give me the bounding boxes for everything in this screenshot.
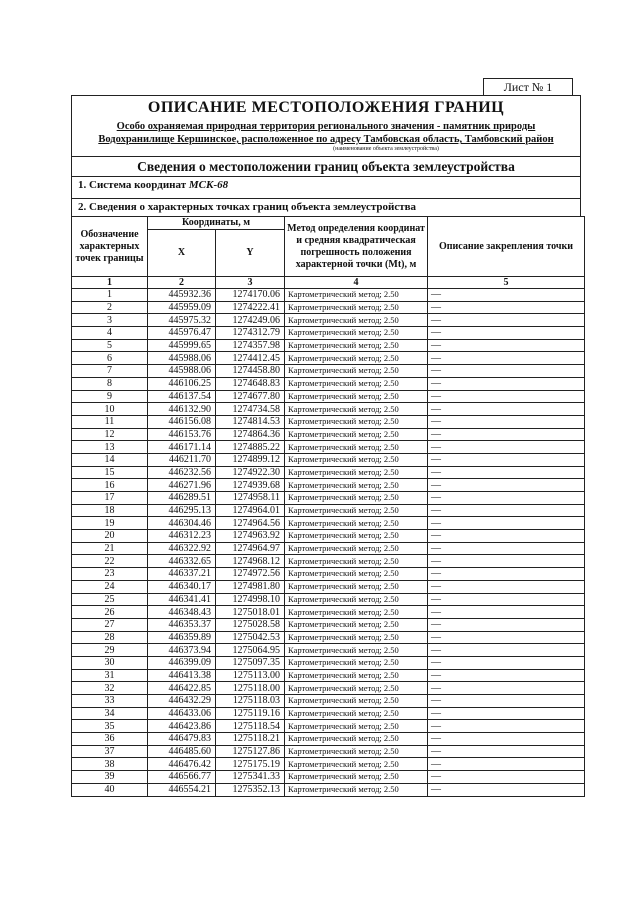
coord-x: 446433.06 bbox=[148, 707, 216, 720]
coord-x: 446348.43 bbox=[148, 606, 216, 619]
table-row bbox=[72, 466, 585, 479]
table-row bbox=[72, 771, 585, 784]
coord-y: 1274939.68 bbox=[216, 479, 285, 492]
coord-y: 1274998.10 bbox=[216, 593, 285, 606]
coord-y: 1275118.03 bbox=[216, 695, 285, 708]
coord-x: 446332.65 bbox=[148, 555, 216, 568]
fixing-description: — bbox=[428, 758, 585, 771]
point-id: 8 bbox=[72, 377, 148, 390]
coord-y: 1274222.41 bbox=[216, 301, 285, 314]
point-id: 35 bbox=[72, 720, 148, 733]
table-row bbox=[72, 606, 585, 619]
table-row bbox=[72, 568, 585, 581]
method-cell: Картометрический метод; 2.50 bbox=[285, 555, 428, 568]
coord-x: 446432.29 bbox=[148, 695, 216, 708]
fixing-description: — bbox=[428, 656, 585, 669]
point-id: 4 bbox=[72, 327, 148, 340]
col-desc-header: Описание закрепления точки bbox=[428, 217, 585, 277]
method-cell: Картометрический метод; 2.50 bbox=[285, 517, 428, 530]
coord-x: 446211.70 bbox=[148, 453, 216, 466]
document-title: ОПИСАНИЕ МЕСТОПОЛОЖЕНИЯ ГРАНИЦ bbox=[147, 99, 505, 116]
method-cell: Картометрический метод; 2.50 bbox=[285, 492, 428, 505]
fixing-description: — bbox=[428, 568, 585, 581]
point-id: 21 bbox=[72, 542, 148, 555]
point-id: 36 bbox=[72, 733, 148, 746]
fixing-description: — bbox=[428, 669, 585, 682]
table-row bbox=[72, 618, 585, 631]
fixing-description: — bbox=[428, 530, 585, 543]
coord-y: 1274981.80 bbox=[216, 580, 285, 593]
fixing-description: — bbox=[428, 733, 585, 746]
table-row bbox=[72, 682, 585, 695]
coord-y: 1274963.92 bbox=[216, 530, 285, 543]
coord-y: 1275097.35 bbox=[216, 656, 285, 669]
method-cell: Картометрический метод; 2.50 bbox=[285, 733, 428, 746]
coord-y: 1274964.01 bbox=[216, 504, 285, 517]
point-id: 20 bbox=[72, 530, 148, 543]
coord-x: 446137.54 bbox=[148, 390, 216, 403]
table-row bbox=[72, 631, 585, 644]
method-cell: Картометрический метод; 2.50 bbox=[285, 682, 428, 695]
fixing-description: — bbox=[428, 618, 585, 631]
table-row bbox=[72, 352, 585, 365]
coord-x: 445988.06 bbox=[148, 352, 216, 365]
point-id: 34 bbox=[72, 707, 148, 720]
table-row bbox=[72, 580, 585, 593]
method-cell: Картометрический метод; 2.50 bbox=[285, 390, 428, 403]
point-id: 16 bbox=[72, 479, 148, 492]
table-row bbox=[72, 415, 585, 428]
fixing-description: — bbox=[428, 644, 585, 657]
fixing-description: — bbox=[428, 492, 585, 505]
coord-y: 1275042.53 bbox=[216, 631, 285, 644]
table-row bbox=[72, 530, 585, 543]
coord-x: 446132.90 bbox=[148, 403, 216, 416]
method-cell: Картометрический метод; 2.50 bbox=[285, 327, 428, 340]
coord-y: 1275018.01 bbox=[216, 606, 285, 619]
point-id: 13 bbox=[72, 441, 148, 454]
coord-y: 1274357.98 bbox=[216, 339, 285, 352]
object-type-line: Особо охраняемая природная территория регионального значения - памятник природы bbox=[116, 121, 536, 132]
point-id: 15 bbox=[72, 466, 148, 479]
column-number: 4 bbox=[285, 277, 428, 289]
table-row bbox=[72, 720, 585, 733]
coord-x: 446359.89 bbox=[148, 631, 216, 644]
coord-y: 1274734.58 bbox=[216, 403, 285, 416]
coord-x: 446322.92 bbox=[148, 542, 216, 555]
method-cell: Картометрический метод; 2.50 bbox=[285, 720, 428, 733]
point-id: 29 bbox=[72, 644, 148, 657]
table-row bbox=[72, 327, 585, 340]
col-x-header: X bbox=[148, 230, 216, 277]
method-cell: Картометрический метод; 2.50 bbox=[285, 771, 428, 784]
fixing-description: — bbox=[428, 682, 585, 695]
method-cell: Картометрический метод; 2.50 bbox=[285, 707, 428, 720]
method-cell: Картометрический метод; 2.50 bbox=[285, 377, 428, 390]
coord-x: 446289.51 bbox=[148, 492, 216, 505]
method-cell: Картометрический метод; 2.50 bbox=[285, 606, 428, 619]
document-header bbox=[71, 95, 581, 156]
table-row bbox=[72, 365, 585, 378]
coord-y: 1275028.58 bbox=[216, 618, 285, 631]
coord-y: 1274170.06 bbox=[216, 289, 285, 302]
coord-x: 446312.23 bbox=[148, 530, 216, 543]
coord-y: 1275352.13 bbox=[216, 783, 285, 796]
coord-x: 446566.77 bbox=[148, 771, 216, 784]
fixing-description: — bbox=[428, 517, 585, 530]
column-number: 5 bbox=[428, 277, 585, 289]
coord-y: 1274648.83 bbox=[216, 377, 285, 390]
fixing-description: — bbox=[428, 390, 585, 403]
coord-y: 1275127.86 bbox=[216, 745, 285, 758]
table-row bbox=[72, 783, 585, 796]
column-number: 1 bbox=[72, 277, 148, 289]
coord-x: 446485.60 bbox=[148, 745, 216, 758]
fixing-description: — bbox=[428, 504, 585, 517]
points-section-title: 2. Сведения о характерных точках границ объекта землеустройства bbox=[71, 198, 581, 216]
table-row bbox=[72, 403, 585, 416]
object-caption: (наименование объекта землеустройства) bbox=[333, 146, 439, 152]
coord-y: 1275341.33 bbox=[216, 771, 285, 784]
method-cell: Картометрический метод; 2.50 bbox=[285, 289, 428, 302]
point-id: 37 bbox=[72, 745, 148, 758]
fixing-description: — bbox=[428, 339, 585, 352]
method-cell: Картометрический метод; 2.50 bbox=[285, 593, 428, 606]
table-row bbox=[72, 453, 585, 466]
coord-y: 1274249.06 bbox=[216, 314, 285, 327]
fixing-description: — bbox=[428, 377, 585, 390]
fixing-description: — bbox=[428, 403, 585, 416]
table-row bbox=[72, 504, 585, 517]
coord-y: 1274899.12 bbox=[216, 453, 285, 466]
coord-x: 446373.94 bbox=[148, 644, 216, 657]
fixing-description: — bbox=[428, 365, 585, 378]
method-cell: Картометрический метод; 2.50 bbox=[285, 618, 428, 631]
coord-x: 446399.09 bbox=[148, 656, 216, 669]
coord-x: 445999.65 bbox=[148, 339, 216, 352]
column-numbers-row bbox=[72, 277, 585, 289]
column-number: 3 bbox=[216, 277, 285, 289]
method-cell: Картометрический метод; 2.50 bbox=[285, 352, 428, 365]
coord-x: 446153.76 bbox=[148, 428, 216, 441]
coordinate-system bbox=[71, 176, 581, 194]
table-row bbox=[72, 695, 585, 708]
sheet-number: Лист № 1 bbox=[483, 78, 573, 96]
point-id: 25 bbox=[72, 593, 148, 606]
coord-y: 1275175.19 bbox=[216, 758, 285, 771]
coord-x: 446156.08 bbox=[148, 415, 216, 428]
coord-x: 446271.96 bbox=[148, 479, 216, 492]
coord-x: 446232.56 bbox=[148, 466, 216, 479]
document-frame bbox=[71, 95, 581, 797]
method-cell: Картометрический метод; 2.50 bbox=[285, 758, 428, 771]
method-cell: Картометрический метод; 2.50 bbox=[285, 695, 428, 708]
fixing-description: — bbox=[428, 289, 585, 302]
coord-x: 445988.06 bbox=[148, 365, 216, 378]
fixing-description: — bbox=[428, 745, 585, 758]
coord-x: 445975.32 bbox=[148, 314, 216, 327]
fixing-description: — bbox=[428, 415, 585, 428]
fixing-description: — bbox=[428, 606, 585, 619]
coord-x: 445976.47 bbox=[148, 327, 216, 340]
coord-y: 1275064.95 bbox=[216, 644, 285, 657]
point-id: 39 bbox=[72, 771, 148, 784]
table-row bbox=[72, 428, 585, 441]
point-id: 26 bbox=[72, 606, 148, 619]
method-cell: Картометрический метод; 2.50 bbox=[285, 542, 428, 555]
point-id: 3 bbox=[72, 314, 148, 327]
method-cell: Картометрический метод; 2.50 bbox=[285, 504, 428, 517]
point-id: 33 bbox=[72, 695, 148, 708]
point-id: 32 bbox=[72, 682, 148, 695]
point-id: 5 bbox=[72, 339, 148, 352]
coord-x: 446413.38 bbox=[148, 669, 216, 682]
table-row bbox=[72, 390, 585, 403]
fixing-description: — bbox=[428, 783, 585, 796]
col-y-header: Y bbox=[216, 230, 285, 277]
point-id: 24 bbox=[72, 580, 148, 593]
section-subtitle: Сведения о местоположении границ объекта землеустройства bbox=[71, 156, 581, 176]
table-row bbox=[72, 644, 585, 657]
coord-y: 1274958.11 bbox=[216, 492, 285, 505]
table-row bbox=[72, 441, 585, 454]
point-id: 28 bbox=[72, 631, 148, 644]
coord-y: 1275119.16 bbox=[216, 707, 285, 720]
method-cell: Картометрический метод; 2.50 bbox=[285, 479, 428, 492]
fixing-description: — bbox=[428, 542, 585, 555]
coord-y: 1274677.80 bbox=[216, 390, 285, 403]
method-cell: Картометрический метод; 2.50 bbox=[285, 631, 428, 644]
coord-x: 446353.37 bbox=[148, 618, 216, 631]
coord-y: 1274968.12 bbox=[216, 555, 285, 568]
coord-x: 446479.83 bbox=[148, 733, 216, 746]
method-cell: Картометрический метод; 2.50 bbox=[285, 656, 428, 669]
col-method-header: Метод определения координат и средняя квадратическая погрешность положения характерной точки (Mt), м bbox=[285, 217, 428, 277]
point-id: 1 bbox=[72, 289, 148, 302]
coord-y: 1275118.00 bbox=[216, 682, 285, 695]
table-row bbox=[72, 707, 585, 720]
method-cell: Картометрический метод; 2.50 bbox=[285, 301, 428, 314]
coord-x: 445959.09 bbox=[148, 301, 216, 314]
col-point-header: Обозначение характерных точек границы bbox=[72, 217, 148, 277]
point-id: 22 bbox=[72, 555, 148, 568]
fixing-description: — bbox=[428, 593, 585, 606]
method-cell: Картометрический метод; 2.50 bbox=[285, 428, 428, 441]
coord-y: 1275113.00 bbox=[216, 669, 285, 682]
fixing-description: — bbox=[428, 479, 585, 492]
fixing-description: — bbox=[428, 720, 585, 733]
fixing-description: — bbox=[428, 453, 585, 466]
point-id: 10 bbox=[72, 403, 148, 416]
coord-x: 446423.86 bbox=[148, 720, 216, 733]
coord-x: 445932.36 bbox=[148, 289, 216, 302]
table-row bbox=[72, 339, 585, 352]
coord-x: 446340.17 bbox=[148, 580, 216, 593]
point-id: 40 bbox=[72, 783, 148, 796]
coord-y: 1275118.21 bbox=[216, 733, 285, 746]
method-cell: Картометрический метод; 2.50 bbox=[285, 568, 428, 581]
fixing-description: — bbox=[428, 314, 585, 327]
point-id: 9 bbox=[72, 390, 148, 403]
coordinate-system-label: 1. Система координат bbox=[78, 179, 187, 191]
coord-y: 1274412.45 bbox=[216, 352, 285, 365]
method-cell: Картометрический метод; 2.50 bbox=[285, 669, 428, 682]
table-row bbox=[72, 669, 585, 682]
coord-x: 446422.85 bbox=[148, 682, 216, 695]
method-cell: Картометрический метод; 2.50 bbox=[285, 580, 428, 593]
coord-x: 446554.21 bbox=[148, 783, 216, 796]
point-id: 2 bbox=[72, 301, 148, 314]
coord-x: 446171.14 bbox=[148, 441, 216, 454]
point-id: 14 bbox=[72, 453, 148, 466]
table-row bbox=[72, 314, 585, 327]
point-id: 31 bbox=[72, 669, 148, 682]
points-table-body bbox=[72, 289, 585, 797]
coord-x: 446295.13 bbox=[148, 504, 216, 517]
method-cell: Картометрический метод; 2.50 bbox=[285, 314, 428, 327]
fixing-description: — bbox=[428, 771, 585, 784]
coordinate-system-value: МСК-68 bbox=[188, 179, 229, 191]
coord-y: 1274312.79 bbox=[216, 327, 285, 340]
table-row bbox=[72, 733, 585, 746]
method-cell: Картометрический метод; 2.50 bbox=[285, 644, 428, 657]
fixing-description: — bbox=[428, 466, 585, 479]
coord-y: 1274814.53 bbox=[216, 415, 285, 428]
coord-y: 1274864.36 bbox=[216, 428, 285, 441]
coord-y: 1274458.80 bbox=[216, 365, 285, 378]
table-row bbox=[72, 492, 585, 505]
col-coords-header: Координаты, м bbox=[148, 217, 285, 230]
method-cell: Картометрический метод; 2.50 bbox=[285, 453, 428, 466]
point-id: 19 bbox=[72, 517, 148, 530]
fixing-description: — bbox=[428, 441, 585, 454]
point-id: 6 bbox=[72, 352, 148, 365]
point-id: 30 bbox=[72, 656, 148, 669]
fixing-description: — bbox=[428, 631, 585, 644]
fixing-description: — bbox=[428, 707, 585, 720]
method-cell: Картометрический метод; 2.50 bbox=[285, 466, 428, 479]
method-cell: Картометрический метод; 2.50 bbox=[285, 745, 428, 758]
coord-x: 446337.21 bbox=[148, 568, 216, 581]
table-row bbox=[72, 593, 585, 606]
point-id: 7 bbox=[72, 365, 148, 378]
object-name-line: Водохранилище Кершинское, расположенное по адресу Тамбовская область, Тамбовский район bbox=[98, 134, 554, 145]
method-cell: Картометрический метод; 2.50 bbox=[285, 339, 428, 352]
coord-y: 1275118.54 bbox=[216, 720, 285, 733]
coord-x: 446106.25 bbox=[148, 377, 216, 390]
method-cell: Картометрический метод; 2.50 bbox=[285, 365, 428, 378]
method-cell: Картометрический метод; 2.50 bbox=[285, 530, 428, 543]
coord-y: 1274885.22 bbox=[216, 441, 285, 454]
method-cell: Картометрический метод; 2.50 bbox=[285, 415, 428, 428]
fixing-description: — bbox=[428, 301, 585, 314]
table-row bbox=[72, 555, 585, 568]
table-row bbox=[72, 377, 585, 390]
fixing-description: — bbox=[428, 352, 585, 365]
coord-x: 446304.46 bbox=[148, 517, 216, 530]
point-id: 17 bbox=[72, 492, 148, 505]
coord-x: 446341.41 bbox=[148, 593, 216, 606]
method-cell: Картометрический метод; 2.50 bbox=[285, 403, 428, 416]
point-id: 18 bbox=[72, 504, 148, 517]
table-row bbox=[72, 301, 585, 314]
table-row bbox=[72, 745, 585, 758]
point-id: 27 bbox=[72, 618, 148, 631]
table-row bbox=[72, 479, 585, 492]
point-id: 23 bbox=[72, 568, 148, 581]
point-id: 38 bbox=[72, 758, 148, 771]
fixing-description: — bbox=[428, 555, 585, 568]
coord-y: 1274922.30 bbox=[216, 466, 285, 479]
fixing-description: — bbox=[428, 428, 585, 441]
coord-y: 1274964.56 bbox=[216, 517, 285, 530]
fixing-description: — bbox=[428, 695, 585, 708]
fixing-description: — bbox=[428, 327, 585, 340]
points-table bbox=[71, 216, 585, 797]
method-cell: Картометрический метод; 2.50 bbox=[285, 783, 428, 796]
coord-y: 1274964.97 bbox=[216, 542, 285, 555]
table-row bbox=[72, 656, 585, 669]
method-cell: Картометрический метод; 2.50 bbox=[285, 441, 428, 454]
table-row bbox=[72, 517, 585, 530]
coord-x: 446476.42 bbox=[148, 758, 216, 771]
table-row bbox=[72, 289, 585, 302]
point-id: 12 bbox=[72, 428, 148, 441]
fixing-description: — bbox=[428, 580, 585, 593]
table-row bbox=[72, 542, 585, 555]
column-number: 2 bbox=[148, 277, 216, 289]
table-row bbox=[72, 758, 585, 771]
coord-y: 1274972.56 bbox=[216, 568, 285, 581]
point-id: 11 bbox=[72, 415, 148, 428]
